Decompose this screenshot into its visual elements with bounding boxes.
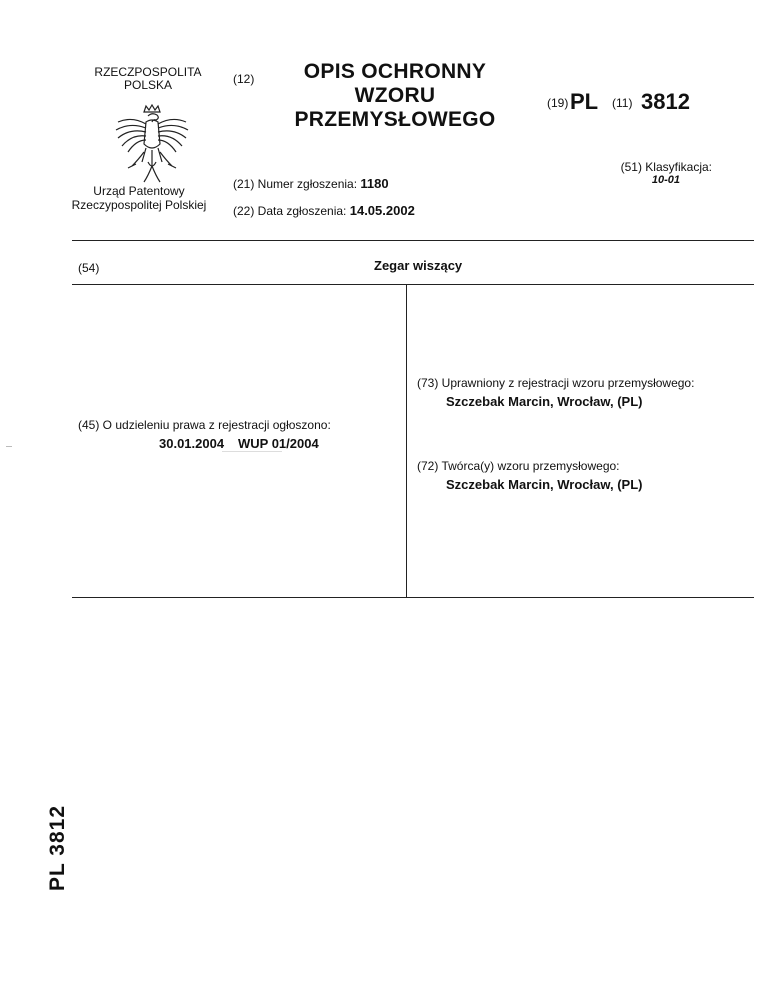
column-divider	[406, 284, 407, 598]
title-line-2: WZORU	[354, 84, 436, 107]
side-document-number	[40, 800, 76, 896]
application-date	[233, 203, 415, 218]
eagle-emblem-icon	[108, 104, 196, 184]
application-number-label: (21) Numer zgłoszenia:	[233, 177, 358, 191]
grant-bulletin: WUP 01/2004	[238, 436, 319, 451]
country-line-2: POLSKA	[123, 78, 173, 92]
title-line-3: PRZEMYSŁOWEGO	[294, 108, 496, 131]
document-number: 3812	[641, 89, 690, 114]
application-number	[233, 176, 389, 191]
creator-label: (72) Twórca(y) wzoru przemysłowego:	[417, 459, 620, 473]
owner-label: (73) Uprawniony z rejestracji wzoru przemysłowego:	[417, 376, 695, 390]
office-line-1: Urząd Patentowy	[93, 184, 185, 198]
owner-name: Szczebak Marcin, Wrocław, (PL)	[446, 394, 643, 409]
title-line-1: OPIS OCHRONNY	[303, 60, 487, 83]
top-rule	[72, 240, 754, 241]
code-11: (11)	[612, 96, 633, 110]
code-12: (12)	[233, 72, 255, 86]
classification-label: (51) Klasyfikacja:	[620, 160, 712, 174]
patent-office-name	[56, 184, 222, 212]
application-number-value: 1180	[360, 176, 389, 191]
design-title: Zegar wiszący	[374, 258, 463, 273]
office-line-2: Rzeczypospolitej Polskiej	[71, 198, 207, 212]
code-54: (54)	[78, 261, 100, 275]
document-title	[270, 60, 520, 132]
application-date-label: (22) Data zgłoszenia:	[233, 204, 347, 218]
bottom-rule	[72, 597, 754, 598]
grant-date: 30.01.2004	[159, 436, 225, 451]
country-line-1: RZECZPOSPOLITA	[94, 65, 202, 79]
scan-speck	[222, 451, 282, 452]
application-date-value: 14.05.2002	[349, 203, 415, 218]
country-name	[78, 66, 218, 92]
side-number-text: PL 3812	[46, 804, 70, 892]
country-code: PL	[570, 89, 599, 114]
code-19: (19)	[547, 96, 569, 110]
title-rule	[72, 284, 754, 285]
grant-label: (45) O udzieleniu prawa z rejestracji ogłoszono:	[78, 418, 331, 432]
classification-value: 10-01	[651, 174, 680, 186]
scan-speck	[6, 446, 12, 447]
creator-name: Szczebak Marcin, Wrocław, (PL)	[446, 477, 643, 492]
